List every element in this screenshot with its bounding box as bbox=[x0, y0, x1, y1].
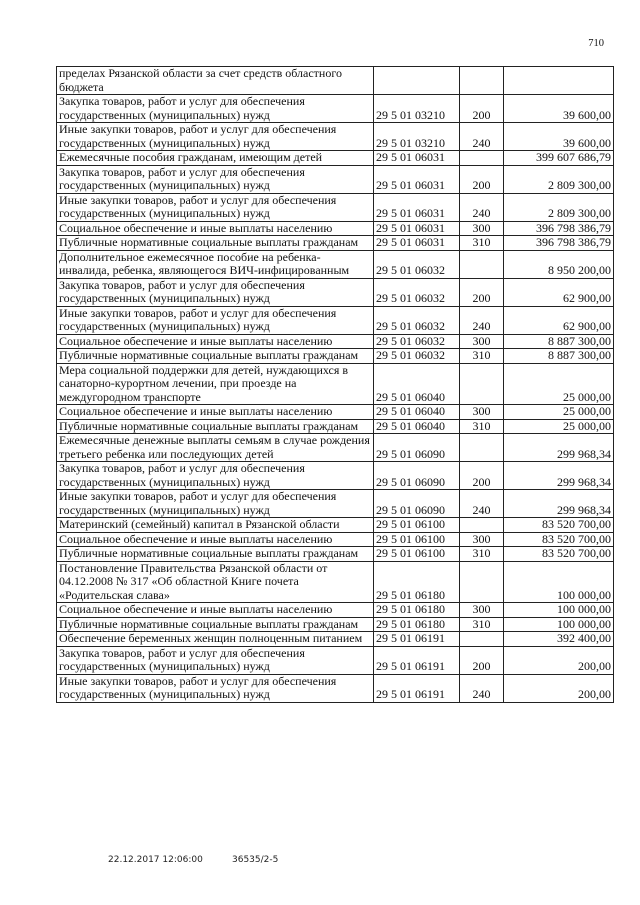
row-code: 29 5 01 06180 bbox=[374, 617, 460, 632]
row-code: 29 5 01 03210 bbox=[374, 95, 460, 123]
table-row bbox=[57, 349, 614, 364]
row-expense-type: 240 bbox=[460, 490, 504, 518]
row-expense-type bbox=[460, 632, 504, 647]
row-code: 29 5 01 06090 bbox=[374, 434, 460, 462]
row-code: 29 5 01 06100 bbox=[374, 547, 460, 562]
row-name: Иные закупки товаров, работ и услуг для обеспечения государственных (муниципальных) нужд bbox=[57, 306, 374, 334]
row-amount: 83 520 700,00 bbox=[504, 532, 614, 547]
table-row bbox=[57, 334, 614, 349]
row-name: Публичные нормативные социальные выплаты гражданам bbox=[57, 349, 374, 364]
row-expense-type: 240 bbox=[460, 306, 504, 334]
row-name: Закупка товаров, работ и услуг для обеспечения государственных (муниципальных) нужд bbox=[57, 646, 374, 674]
row-code: 29 5 01 06031 bbox=[374, 221, 460, 236]
row-amount: 396 798 386,79 bbox=[504, 221, 614, 236]
page-number: 710 bbox=[588, 38, 604, 49]
table-row bbox=[57, 490, 614, 518]
table-row bbox=[57, 193, 614, 221]
row-amount: 299 968,34 bbox=[504, 490, 614, 518]
row-code: 29 5 01 06032 bbox=[374, 306, 460, 334]
row-expense-type: 200 bbox=[460, 278, 504, 306]
row-amount: 25 000,00 bbox=[504, 405, 614, 420]
row-code: 29 5 01 06191 bbox=[374, 674, 460, 702]
row-code: 29 5 01 06191 bbox=[374, 632, 460, 647]
table-row bbox=[57, 123, 614, 151]
row-amount: 39 600,00 bbox=[504, 123, 614, 151]
row-amount: 25 000,00 bbox=[504, 363, 614, 405]
row-expense-type: 300 bbox=[460, 334, 504, 349]
row-code: 29 5 01 06032 bbox=[374, 250, 460, 278]
row-code: 29 5 01 06040 bbox=[374, 363, 460, 405]
table-row bbox=[57, 363, 614, 405]
row-code: 29 5 01 06191 bbox=[374, 646, 460, 674]
row-expense-type: 200 bbox=[460, 165, 504, 193]
row-name: Закупка товаров, работ и услуг для обеспечения государственных (муниципальных) нужд bbox=[57, 165, 374, 193]
table-row bbox=[57, 306, 614, 334]
row-name: пределах Рязанской области за счет средств областного бюджета bbox=[57, 67, 374, 95]
row-expense-type bbox=[460, 67, 504, 95]
row-name: Закупка товаров, работ и услуг для обеспечения государственных (муниципальных) нужд bbox=[57, 278, 374, 306]
row-expense-type bbox=[460, 151, 504, 166]
row-expense-type: 300 bbox=[460, 603, 504, 618]
row-expense-type: 200 bbox=[460, 646, 504, 674]
table-row bbox=[57, 434, 614, 462]
row-name: Социальное обеспечение и иные выплаты населению bbox=[57, 221, 374, 236]
row-name: Материнский (семейный) капитал в Рязанской области bbox=[57, 518, 374, 533]
row-code bbox=[374, 67, 460, 95]
table-row bbox=[57, 221, 614, 236]
table-row bbox=[57, 632, 614, 647]
row-name: Публичные нормативные социальные выплаты гражданам bbox=[57, 547, 374, 562]
row-code: 29 5 01 03210 bbox=[374, 123, 460, 151]
row-code: 29 5 01 06032 bbox=[374, 334, 460, 349]
budget-table bbox=[56, 66, 614, 703]
row-amount: 62 900,00 bbox=[504, 306, 614, 334]
row-amount: 83 520 700,00 bbox=[504, 547, 614, 562]
row-name: Ежемесячные денежные выплаты семьям в случае рождения третьего ребенка или последующих детей bbox=[57, 434, 374, 462]
table-row bbox=[57, 95, 614, 123]
row-expense-type: 310 bbox=[460, 617, 504, 632]
table-row bbox=[57, 617, 614, 632]
footer-doc-id: 36535/2-5 bbox=[232, 855, 279, 865]
row-expense-type bbox=[460, 363, 504, 405]
row-amount: 39 600,00 bbox=[504, 95, 614, 123]
table-row bbox=[57, 165, 614, 193]
row-name: Постановление Правительства Рязанской области от 04.12.2008 № 317 «Об областной Книге почета «Родительская слава» bbox=[57, 561, 374, 603]
row-expense-type: 310 bbox=[460, 419, 504, 434]
row-amount: 399 607 686,79 bbox=[504, 151, 614, 166]
row-code: 29 5 01 06031 bbox=[374, 236, 460, 251]
row-name: Мера социальной поддержки для детей, нуждающихся в санаторно-курортном лечении, при проезде на междугородном транспорте bbox=[57, 363, 374, 405]
row-expense-type: 310 bbox=[460, 236, 504, 251]
row-name: Закупка товаров, работ и услуг для обеспечения государственных (муниципальных) нужд bbox=[57, 95, 374, 123]
row-name: Обеспечение беременных женщин полноценным питанием bbox=[57, 632, 374, 647]
row-expense-type bbox=[460, 518, 504, 533]
row-name: Публичные нормативные социальные выплаты гражданам bbox=[57, 419, 374, 434]
row-name: Ежемесячные пособия гражданам, имеющим детей bbox=[57, 151, 374, 166]
row-name: Закупка товаров, работ и услуг для обеспечения государственных (муниципальных) нужд bbox=[57, 462, 374, 490]
row-amount bbox=[504, 67, 614, 95]
table-row bbox=[57, 236, 614, 251]
row-amount: 83 520 700,00 bbox=[504, 518, 614, 533]
row-code: 29 5 01 06090 bbox=[374, 462, 460, 490]
row-name: Социальное обеспечение и иные выплаты населению bbox=[57, 532, 374, 547]
row-name: Иные закупки товаров, работ и услуг для обеспечения государственных (муниципальных) нужд bbox=[57, 674, 374, 702]
row-expense-type: 300 bbox=[460, 221, 504, 236]
row-code: 29 5 01 06180 bbox=[374, 603, 460, 618]
row-amount: 200,00 bbox=[504, 646, 614, 674]
table-row bbox=[57, 278, 614, 306]
row-name: Социальное обеспечение и иные выплаты населению bbox=[57, 603, 374, 618]
row-amount: 8 887 300,00 bbox=[504, 334, 614, 349]
table-row bbox=[57, 518, 614, 533]
row-expense-type bbox=[460, 434, 504, 462]
row-amount: 62 900,00 bbox=[504, 278, 614, 306]
table-row bbox=[57, 561, 614, 603]
row-code: 29 5 01 06032 bbox=[374, 278, 460, 306]
row-amount: 100 000,00 bbox=[504, 603, 614, 618]
row-code: 29 5 01 06100 bbox=[374, 518, 460, 533]
row-code: 29 5 01 06090 bbox=[374, 490, 460, 518]
row-expense-type bbox=[460, 561, 504, 603]
table-row bbox=[57, 547, 614, 562]
row-code: 29 5 01 06031 bbox=[374, 165, 460, 193]
row-expense-type: 240 bbox=[460, 674, 504, 702]
row-code: 29 5 01 06031 bbox=[374, 193, 460, 221]
row-expense-type: 310 bbox=[460, 547, 504, 562]
table-row bbox=[57, 405, 614, 420]
row-amount: 299 968,34 bbox=[504, 434, 614, 462]
row-name: Социальное обеспечение и иные выплаты населению bbox=[57, 334, 374, 349]
row-expense-type: 240 bbox=[460, 123, 504, 151]
row-code: 29 5 01 06180 bbox=[374, 561, 460, 603]
row-expense-type: 200 bbox=[460, 462, 504, 490]
row-code: 29 5 01 06100 bbox=[374, 532, 460, 547]
row-code: 29 5 01 06040 bbox=[374, 419, 460, 434]
row-name: Иные закупки товаров, работ и услуг для обеспечения государственных (муниципальных) нужд bbox=[57, 193, 374, 221]
row-amount: 392 400,00 bbox=[504, 632, 614, 647]
footer-datetime: 22.12.2017 12:06:00 bbox=[108, 855, 203, 865]
row-expense-type: 300 bbox=[460, 405, 504, 420]
row-expense-type: 300 bbox=[460, 532, 504, 547]
row-name: Публичные нормативные социальные выплаты гражданам bbox=[57, 236, 374, 251]
table-row bbox=[57, 646, 614, 674]
row-code: 29 5 01 06040 bbox=[374, 405, 460, 420]
row-expense-type bbox=[460, 250, 504, 278]
row-code: 29 5 01 06032 bbox=[374, 349, 460, 364]
row-amount: 396 798 386,79 bbox=[504, 236, 614, 251]
row-amount: 100 000,00 bbox=[504, 561, 614, 603]
row-amount: 200,00 bbox=[504, 674, 614, 702]
row-name: Дополнительное ежемесячное пособие на ребенка-инвалида, ребенка, являющегося ВИЧ-инфицированным bbox=[57, 250, 374, 278]
row-code: 29 5 01 06031 bbox=[374, 151, 460, 166]
table-row bbox=[57, 67, 614, 95]
table-row bbox=[57, 674, 614, 702]
row-amount: 100 000,00 bbox=[504, 617, 614, 632]
row-name: Социальное обеспечение и иные выплаты населению bbox=[57, 405, 374, 420]
row-amount: 8 887 300,00 bbox=[504, 349, 614, 364]
row-name: Иные закупки товаров, работ и услуг для обеспечения государственных (муниципальных) нужд bbox=[57, 123, 374, 151]
row-name: Публичные нормативные социальные выплаты гражданам bbox=[57, 617, 374, 632]
table-row bbox=[57, 250, 614, 278]
row-amount: 2 809 300,00 bbox=[504, 165, 614, 193]
table-row bbox=[57, 532, 614, 547]
row-amount: 2 809 300,00 bbox=[504, 193, 614, 221]
row-amount: 299 968,34 bbox=[504, 462, 614, 490]
table-row bbox=[57, 419, 614, 434]
table-row bbox=[57, 462, 614, 490]
table-row bbox=[57, 603, 614, 618]
row-expense-type: 310 bbox=[460, 349, 504, 364]
table-row bbox=[57, 151, 614, 166]
row-amount: 8 950 200,00 bbox=[504, 250, 614, 278]
row-name: Иные закупки товаров, работ и услуг для обеспечения государственных (муниципальных) нужд bbox=[57, 490, 374, 518]
row-amount: 25 000,00 bbox=[504, 419, 614, 434]
row-expense-type: 240 bbox=[460, 193, 504, 221]
row-expense-type: 200 bbox=[460, 95, 504, 123]
